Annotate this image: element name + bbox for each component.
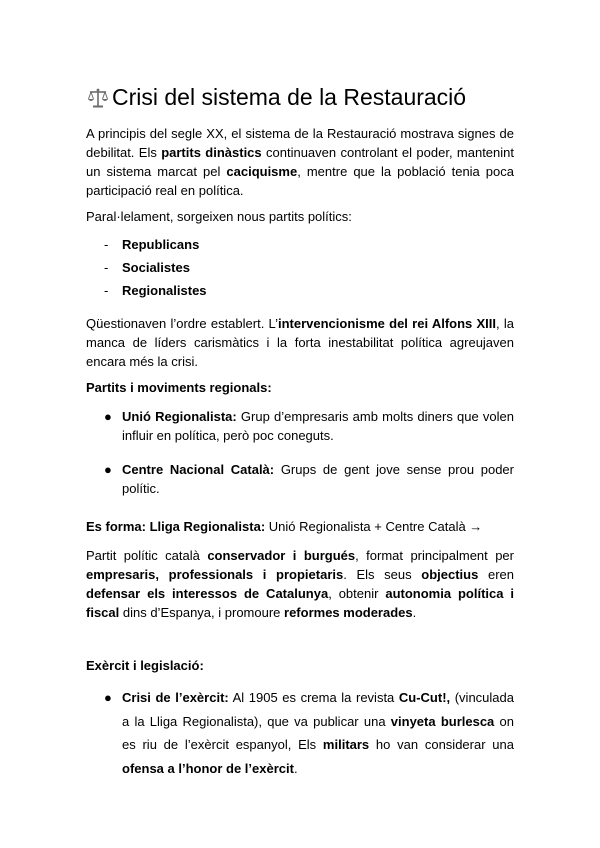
lliga-formation: Es forma: Lliga Regionalista: Unió Regionalista + Centre Català → [86, 519, 483, 534]
regional-heading: Partits i moviments regionals: [86, 380, 272, 395]
scales-of-justice-icon [86, 86, 110, 110]
list-item: ● Crisi de l’exèrcit: Al 1905 es crema la revista Cu-Cut!, (vinculada a la Lliga Regionalista), que va publicar una vinyeta burlesca on es riu de l’exèrcit espanyol, Els militars ho van considerar una ofensa a l’honor de l’exèrcit. [104, 686, 514, 780]
party-item: - Republicans [104, 237, 200, 252]
crisis-paragraph: Qüestionaven l’ordre establert. L’intervencionisme del rei Alfons XIII, la manca de líders carismàtics i la forta inestabilitat política agreujaven encara més la crisi. [86, 316, 515, 369]
party-item: - Regionalistes [104, 283, 207, 298]
list-item: ● Unió Regionalista: Grup d’empresaris amb molts diners que volen influir en política, però poc coneguts. [104, 409, 514, 443]
bullet-icon: ● [104, 462, 112, 477]
new-parties-intro: Paral·lelament, sorgeixen nous partits polítics: [86, 209, 352, 224]
bullet-icon: ● [104, 409, 112, 424]
intro-paragraph: A principis del segle XX, el sistema de la Restauració mostrava signes de debilitat. Els partits dinàstics continuaven controlant el poder, mantenint un sistema marcat pel caciquisme, mentre que la població tenia poca participació real en política. [86, 126, 514, 198]
party-item: - Socialistes [104, 260, 190, 275]
list-item: ● Centre Nacional Català: Grups de gent jove sense prou poder polític. [104, 462, 514, 496]
army-heading: Exèrcit i legislació: [86, 658, 204, 673]
title-text: Crisi del sistema de la Restauració [112, 84, 467, 110]
bullet-icon: ● [104, 690, 112, 705]
lliga-paragraph: Partit polític català conservador i burgués, format principalment per empresaris, professionals i propietaris. Els seus objectius eren defensar els interessos de Catalunya, obtenir autonomia política i fiscal dins d’Espanya, i promoure reformes moderades. [86, 548, 514, 620]
page-title [86, 84, 466, 111]
